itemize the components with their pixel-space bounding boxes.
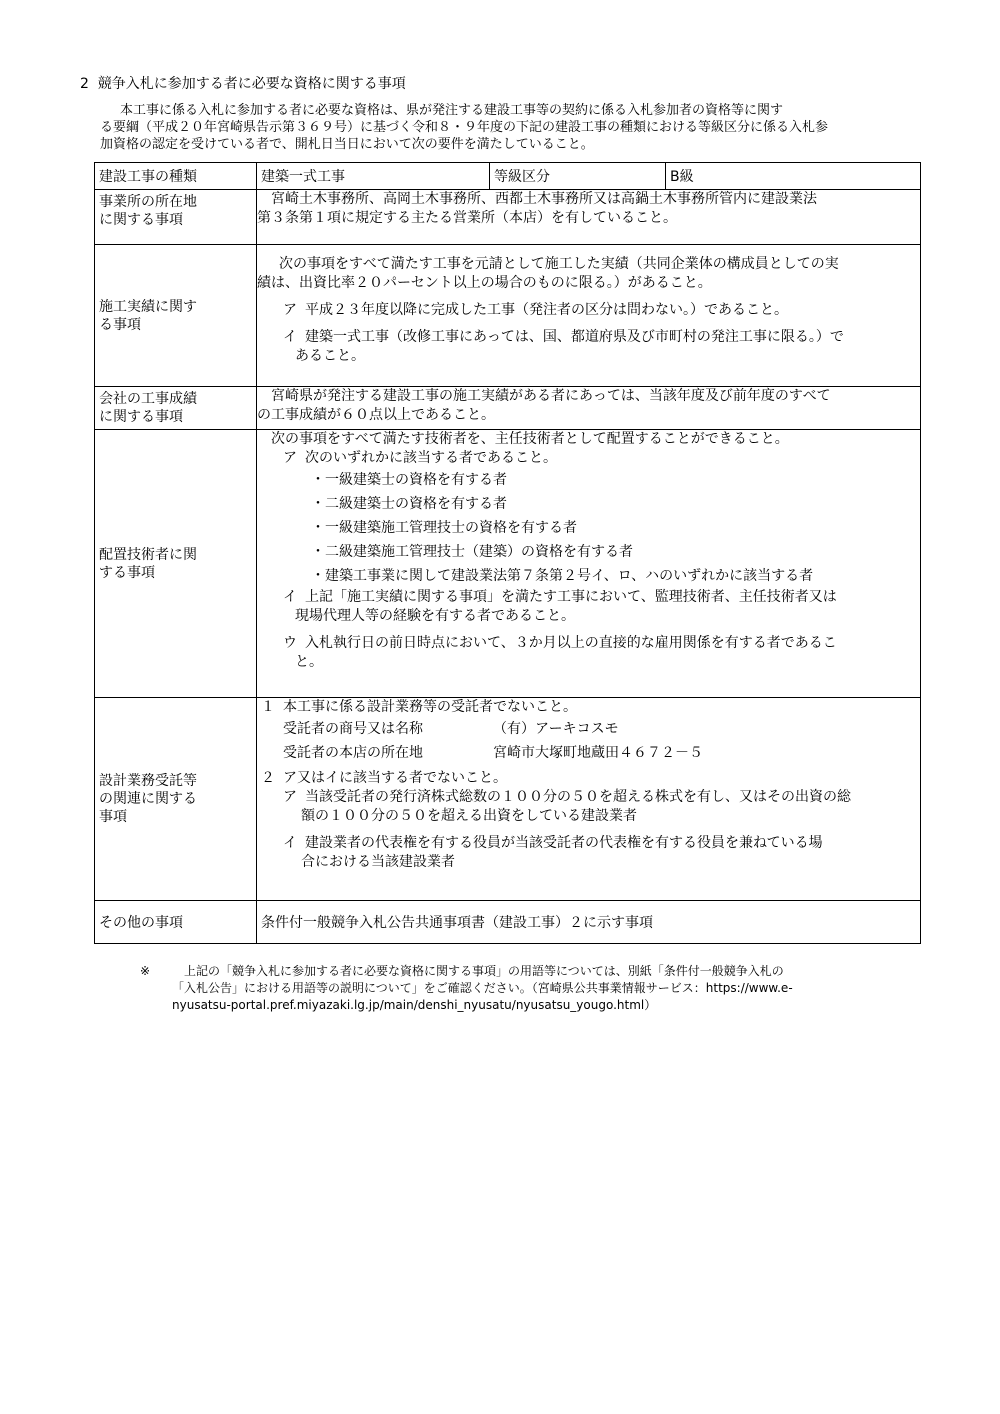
item-text: 上記「施工実績に関する事項」を満たす工事において、監理技術者、主任技術者又は	[305, 589, 837, 605]
list-item: ・建築工事業に関して建設業法第７条第２号イ、ロ、ハのいずれかに該当する者	[311, 568, 814, 584]
item-i	[257, 588, 920, 626]
item-text: 建設業者の代表権を有する役員が当該受託者の代表権を有する役員を兼ねている場	[305, 835, 823, 851]
note-line: 上記の「競争入札に参加する者に必要な資格に関する事項」の用語等については、別紙「条件付一般競争入札の	[184, 964, 784, 978]
item-text: 次のいずれかに該当する者であること。	[305, 450, 557, 466]
item-1	[257, 698, 920, 717]
item-a	[257, 788, 920, 826]
item-text: 入札執行日の前日時点において、３か月以上の直接的な雇用関係を有する者であるこ	[305, 635, 837, 651]
item-mark: ア	[283, 450, 297, 466]
list-item: ・二級建築施工管理技士（建築）の資格を有する者	[311, 544, 633, 560]
item-mark: イ	[283, 835, 297, 851]
label-line: 会社の工事成績	[99, 391, 197, 407]
intro-paragraph	[100, 102, 890, 153]
item-text: 平成２３年度以降に完成した工事（発注者の区分は問わない。）であること。	[305, 302, 788, 318]
label-line: 事業所の所在地	[99, 194, 197, 210]
label-line: 設計業務受託等	[99, 773, 197, 789]
row-construction-type	[95, 163, 921, 190]
text-line: 次の事項をすべて満たす工事を元請として施工した実績（共同企業体の構成員としての実	[279, 256, 839, 272]
item-2	[257, 769, 920, 788]
label-line: 配置技術者に関	[99, 546, 197, 563]
item-mark: ウ	[283, 635, 297, 651]
intro-line: 加資格の認定を受けている者で、開札日当日において次の要件を満たしていること。	[100, 137, 594, 152]
requirements-table	[94, 162, 921, 944]
field-key: 受託者の本店の所在地	[283, 745, 423, 761]
label-line: 施工実績に関す	[99, 298, 197, 315]
item-a	[257, 301, 920, 320]
item-text: 合における当該建設業者	[301, 854, 455, 870]
row-construction-record	[95, 245, 921, 387]
label-line: する事項	[99, 564, 155, 581]
note-line: nyusatsu-portal.pref.miyazaki.lg.jp/main/denshi_nyusatu/nyusatsu_yougo.html）	[172, 998, 657, 1012]
item-mark: イ	[283, 329, 297, 345]
label-line: 事項	[99, 809, 127, 825]
other-text: 条件付一般競争入札公告共通事項書（建設工事）２に示す事項	[257, 901, 921, 944]
item-a	[257, 449, 920, 468]
design-contract-label	[95, 698, 257, 901]
item-mark: イ	[283, 589, 297, 605]
item-u	[257, 634, 920, 672]
text-line: 第３条第１項に規定する主たる営業所（本店）を有していること。	[257, 210, 677, 226]
text-line: 績は、出資比率２０パーセント以上の場合のものに限る。）があること。	[257, 275, 712, 291]
construction-type-value: 建築一式工事	[257, 163, 490, 190]
contractor-address	[257, 741, 920, 765]
item-text: 現場代理人等の経験を有する者であること。	[295, 608, 575, 624]
list-item: ・一級建築士の資格を有する者	[311, 472, 507, 488]
item-mark: ア	[283, 789, 297, 805]
row-performance-score	[95, 387, 921, 430]
item-text: 建築一式工事（改修工事にあっては、国、都道府県及び市町村の発注工事に限る。）で	[305, 329, 844, 345]
row-design-contract	[95, 698, 921, 901]
other-label: その他の事項	[95, 901, 257, 944]
qualification-list	[257, 468, 920, 588]
intro-line: 本工事に係る入札に参加する者に必要な資格は、県が発注する建設工事等の契約に係る入札参加者の資格等に関す	[120, 103, 784, 118]
text-line: 宮崎県が発注する建設工事の施工実績がある者にあっては、当該年度及び前年度のすべて	[271, 388, 831, 404]
section-heading: 2 競争入札に参加する者に必要な資格に関する事項	[80, 76, 406, 92]
field-key: 受託者の商号又は名称	[283, 721, 423, 737]
item-text: と。	[295, 654, 323, 670]
item-text: 本工事に係る設計業務等の受託者でないこと。	[283, 699, 577, 715]
label-line: の関連に関する	[99, 791, 197, 807]
row-office-location	[95, 190, 921, 245]
note-mark: ※	[140, 964, 151, 978]
grade-label: 等級区分	[490, 163, 666, 190]
performance-score-label	[95, 387, 257, 430]
office-location-label	[95, 190, 257, 245]
item-mark: ２	[261, 770, 275, 786]
construction-record-label	[95, 245, 257, 387]
grade-value: B級	[666, 163, 921, 190]
text-line: 次の事項をすべて満たす技術者を、主任技術者として配置することができること。	[271, 431, 789, 447]
row-other	[95, 901, 921, 944]
footnote	[140, 963, 920, 1014]
item-text: あること。	[295, 348, 365, 364]
note-line: 「入札公告」における用語等の説明について」をご確認ください。（宮崎県公共事業情報サービス：https://www.e-	[172, 981, 793, 995]
assigned-engineer-text	[257, 430, 921, 698]
item-i	[257, 834, 920, 872]
list-item: ・二級建築士の資格を有する者	[311, 496, 507, 512]
list-item: ・一級建築施工管理技士の資格を有する者	[311, 520, 577, 536]
performance-score-text	[257, 387, 921, 430]
construction-record-text	[257, 245, 921, 387]
construction-type-label: 建設工事の種類	[95, 163, 257, 190]
label-line: る事項	[99, 316, 141, 333]
intro-line: る要綱（平成２０年宮崎県告示第３６９号）に基づく令和８・９年度の下記の建設工事の種類における等級区分に係る入札参	[100, 120, 829, 135]
row-assigned-engineer	[95, 430, 921, 698]
field-value: （有）アーキコスモ	[493, 721, 619, 737]
item-text: ア又はイに該当する者でないこと。	[283, 770, 507, 786]
field-value: 宮崎市大塚町地蔵田４６７２－５	[493, 745, 703, 761]
item-i	[257, 328, 920, 366]
assigned-engineer-label	[95, 430, 257, 698]
label-line: に関する事項	[99, 409, 183, 425]
item-mark: １	[261, 699, 275, 715]
design-contract-text	[257, 698, 921, 901]
contractor-name	[257, 717, 920, 741]
office-location-text	[257, 190, 921, 245]
item-text: 当該受託者の発行済株式総数の１００分の５０を超える株式を有し、又はその出資の総	[305, 789, 851, 805]
item-mark: ア	[283, 302, 297, 318]
item-text: 額の１００分の５０を超える出資をしている建設業者	[301, 808, 637, 824]
text-line: の工事成績が６０点以上であること。	[257, 407, 495, 423]
label-line: に関する事項	[99, 212, 183, 228]
text-line: 宮崎土木事務所、高岡土木事務所、西都土木事務所又は高鍋土木事務所管内に建設業法	[271, 191, 817, 207]
